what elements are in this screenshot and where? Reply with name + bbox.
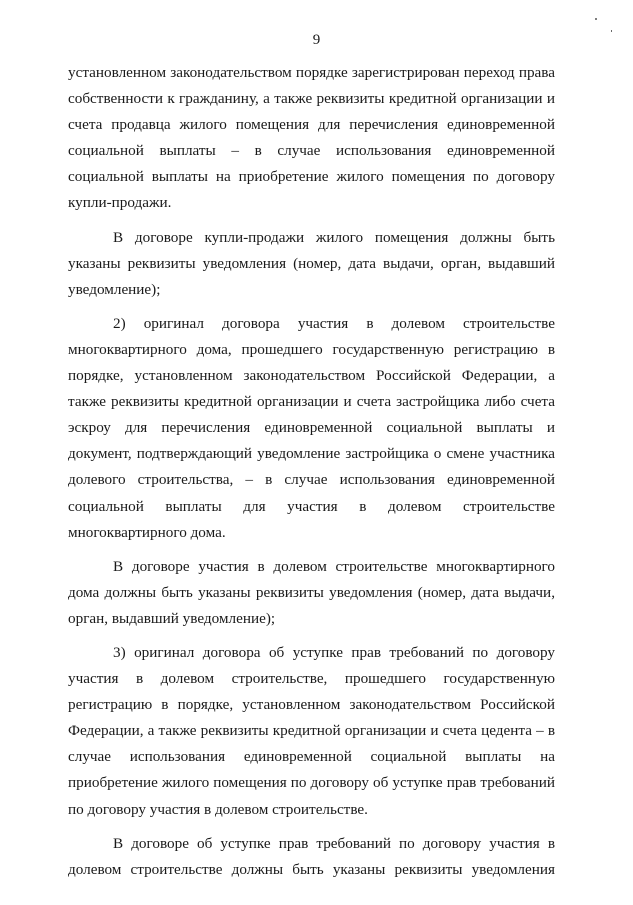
- text-line: по договору участия в долевом строительстве.: [68, 800, 368, 818]
- text-line: порядке, установленном законодательством Российской Федерации, а: [68, 367, 555, 385]
- text-line: социальной выплаты – в случае использования единовременной: [68, 142, 555, 160]
- text-line: эскроу для перечисления единовременной социальной выплаты и: [68, 419, 555, 437]
- text-line: В договоре участия в долевом строительстве многоквартирного: [113, 557, 555, 575]
- paragraph-item-2: [68, 311, 555, 546]
- paragraph-item-3: [68, 640, 555, 823]
- text-line: счета продавца жилого помещения для перечисления единовременной: [68, 116, 555, 134]
- text-line: орган, выдавший уведомление);: [68, 609, 276, 627]
- text-line: уведомление);: [68, 280, 161, 298]
- text-line: В договоре купли-продажи жилого помещения должны быть: [113, 228, 555, 246]
- text-line: социальной выплаты на приобретение жилого помещения по договору: [68, 168, 555, 186]
- text-line: регистрацию в порядке, установленном законодательством Российской: [68, 696, 555, 714]
- scan-speck: [611, 30, 612, 32]
- text-line: купли-продажи.: [68, 194, 172, 212]
- paragraph-sale-contract-requisites: [68, 225, 555, 303]
- text-line: многоквартирного дома.: [68, 523, 226, 541]
- text-line: участия в долевом строительстве, прошедшего государственную: [68, 670, 555, 688]
- text-line: также реквизиты кредитной организации и счета застройщика либо счета: [68, 393, 555, 411]
- text-line: документ, подтверждающий уведомление застройщика о смене участника: [68, 445, 555, 463]
- text-line: В договоре об уступке прав требований по договору участия в: [113, 834, 555, 852]
- text-line: случае использования единовременной социальной выплаты на: [68, 748, 555, 766]
- text-line: долевого строительства, – в случае использования единовременной: [68, 471, 555, 489]
- text-line: социальной выплаты для участия в долевом строительстве: [68, 497, 555, 515]
- text-line: установленном законодательством порядке зарегистрирован переход права: [68, 64, 555, 81]
- text-line: Федерации, а также реквизиты кредитной организации и счета цедента – в: [68, 722, 555, 740]
- paragraph-assignment-requisites: [68, 831, 555, 883]
- page-number: 9: [312, 32, 321, 48]
- text-line: 2) оригинал договора участия в долевом строительстве: [113, 314, 555, 332]
- text-line: дома должны быть указаны реквизиты уведомления (номер, дата выдачи,: [68, 583, 555, 601]
- document-body: [68, 60, 555, 891]
- text-line: указаны реквизиты уведомления (номер, дата выдачи, орган, выдавший: [68, 254, 555, 272]
- text-line: 3) оригинал договора об уступке прав требований по договору: [113, 643, 555, 661]
- paragraph-shared-construction-requisites: [68, 554, 555, 632]
- text-line: многоквартирного дома, прошедшего государственную регистрацию в: [68, 340, 555, 358]
- scan-speck: [595, 18, 597, 20]
- text-line: долевом строительстве должны быть указаны реквизиты уведомления: [68, 860, 555, 878]
- paragraph-continuation: [68, 60, 555, 217]
- text-line: приобретение жилого помещения по договору об уступке прав требований: [68, 774, 555, 792]
- text-line: собственности к гражданину, а также реквизиты кредитной организации и: [68, 90, 555, 108]
